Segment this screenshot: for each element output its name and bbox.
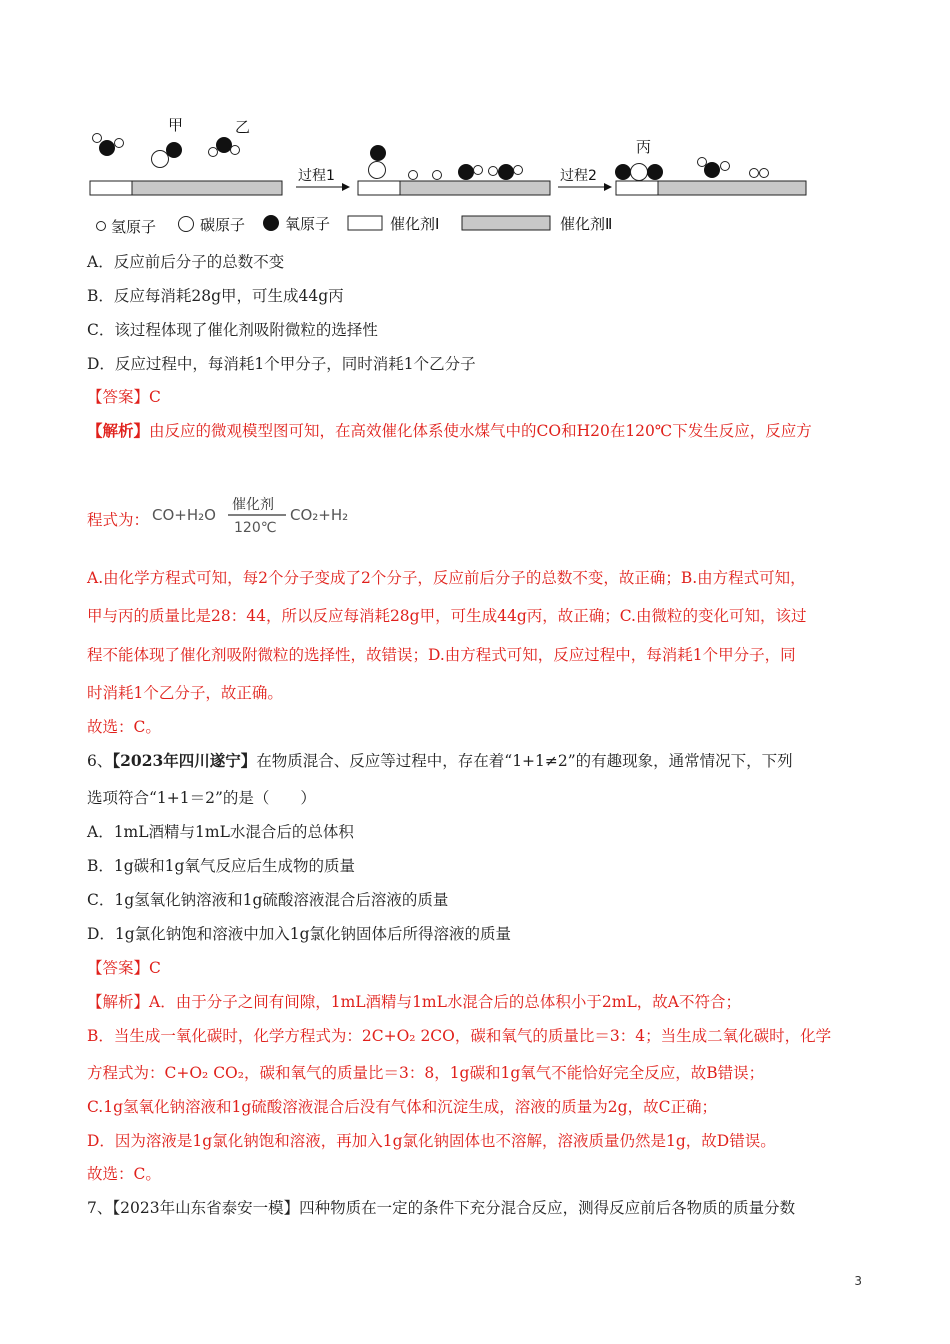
diagram-legend <box>97 215 613 236</box>
q6-option-d: D．1g氯化钠饱和溶液中加入1g氯化钠固体后所得溶液的质量 <box>87 925 511 943</box>
q6-analysis-1 <box>87 992 741 1012</box>
catalyst-strip-1 <box>90 181 282 195</box>
equation-right: CO₂+H₂ <box>290 506 349 524</box>
legend-oxygen: 氧原子 <box>285 215 331 233</box>
q7-source: 【2023年山东省泰安一模】 <box>112 1199 300 1217</box>
q7-stem-text: 四种物质在一定的条件下充分混合反应，测得反应前后各物质的质量分数 <box>299 1199 796 1217</box>
q5-answer <box>87 387 161 407</box>
page-number: 3 <box>854 1274 862 1288</box>
q6-stem-text: 在物质混合、反应等过程中，存在着“1+1≠2”的有趣现象，通常情况下，下列 <box>256 752 793 770</box>
q5-analysis-line-1 <box>87 421 812 441</box>
q5-explain-4: 时消耗1个乙分子，故正确。 <box>87 684 283 702</box>
adsorbed-oh <box>458 164 483 180</box>
process2-label: 过程2 <box>560 168 597 184</box>
chemical-equation <box>150 494 380 538</box>
oh-on-catalyst <box>698 158 730 179</box>
analysis-text: A．由于分子之间有间隙，1mL酒精与1mL水混合后的总体积小于2mL，故A不符合； <box>149 993 741 1011</box>
label-jia: 甲 <box>168 116 184 134</box>
catalyst-strip-2 <box>358 181 550 195</box>
legend-carbon: 碳原子 <box>200 216 246 234</box>
q6-analysis-4: C.1g氢氧化钠溶液和1g硫酸溶液混合后没有气体和沉淀生成，溶液的质量为2g，故C正确； <box>87 1098 717 1116</box>
answer-tag: 【答案】 <box>87 959 150 977</box>
equation-condition-bottom: 120℃ <box>234 520 277 536</box>
q6-stem-2: 选项符合“1+1＝2”的是（ ） <box>87 789 316 807</box>
legend-catalyst1: 催化剂Ⅰ <box>390 215 440 233</box>
h2o-molecule-yi <box>209 137 240 157</box>
answer-value: C <box>149 388 161 406</box>
process1-label: 过程1 <box>298 168 335 184</box>
q5-explain-1: A.由化学方程式可知，每2个分子变成了2个分子，反应前后分子的总数不变，故正确；B.由方程式可知， <box>87 569 806 587</box>
label-bing: 丙 <box>636 138 652 156</box>
label-yi: 乙 <box>235 118 251 136</box>
equation-left: CO+H₂O <box>152 506 216 524</box>
reaction-diagram <box>80 110 820 240</box>
q6-number: 6、 <box>87 752 113 770</box>
q5-option-c: C．该过程体现了催化剂吸附微粒的选择性 <box>87 321 378 339</box>
analysis-text: 由反应的微观模型图可知，在高效催化体系使水煤气中的CO和H20在120℃下发生反应，反应方 <box>149 422 812 440</box>
q7-stem <box>87 1198 795 1218</box>
q5-explain-3: 程不能体现了催化剂吸附微粒的选择性，故错误；D.由方程式可知，反应过程中，每消耗1个甲分子，同 <box>87 646 796 664</box>
q5-analysis-line-2: 程式为： <box>87 511 150 529</box>
catalyst-strip-3 <box>616 181 806 195</box>
adsorbed-oh-2 <box>498 164 523 180</box>
legend-hydrogen: 氢原子 <box>111 218 157 236</box>
equation-condition-top: 催化剂 <box>232 497 274 513</box>
q6-choice: 故选：C。 <box>87 1165 161 1183</box>
analysis-tag: 【解析】 <box>87 993 150 1011</box>
answer-value: C <box>149 959 161 977</box>
q6-option-a: A．1mL酒精与1mL水混合后的总体积 <box>87 823 354 841</box>
answer-tag: 【答案】 <box>87 388 150 406</box>
h2o-molecule-left <box>93 134 124 157</box>
q5-option-b: B．反应每消耗28g甲，可生成44g丙 <box>87 287 344 305</box>
co-molecule-jia <box>152 142 183 168</box>
q5-explain-2: 甲与丙的质量比是28：44，所以反应每消耗28g甲，可生成44g丙，故正确；C.由微粒的变化可知，该过 <box>87 607 807 625</box>
q6-analysis-5: D．因为溶液是1g氯化钠饱和溶液，再加入1g氯化钠固体也不溶解，溶液质量仍然是1g，故D错误。 <box>87 1132 776 1150</box>
adsorbed-h-3 <box>489 167 498 176</box>
q5-choice: 故选：C。 <box>87 718 161 736</box>
co2-molecule-bing <box>615 164 663 181</box>
adsorbed-h-1 <box>409 171 418 180</box>
q6-option-c: C．1g氢氧化钠溶液和1g硫酸溶液混合后溶液的质量 <box>87 891 449 909</box>
q6-source: 【2023年四川遂宁】 <box>112 751 257 770</box>
q6-analysis-2: B．当生成一氧化碳时，化学方程式为：2C+O₂ 2CO，碳和氧气的质量比＝3：4；当生成二氧化碳时，化学 <box>87 1027 832 1045</box>
q6-answer <box>87 958 161 978</box>
legend-catalyst2: 催化剂Ⅱ <box>560 215 613 233</box>
adsorbed-h-2 <box>433 171 442 180</box>
q5-option-d: D．反应过程中，每消耗1个甲分子，同时消耗1个乙分子 <box>87 355 476 373</box>
q6-option-b: B．1g碳和1g氧气反应后生成物的质量 <box>87 857 355 875</box>
h2-molecule <box>750 169 769 178</box>
adsorbed-co <box>369 145 387 179</box>
q6-stem-1 <box>87 751 793 771</box>
q5-option-a: A．反应前后分子的总数不变 <box>87 253 285 271</box>
q7-number: 7、 <box>87 1199 113 1217</box>
analysis-tag: 【解析】 <box>87 421 150 440</box>
q6-analysis-3: 方程式为：C+O₂ CO₂，碳和氧气的质量比＝3：8，1g碳和1g氧气不能恰好完全反应，故B错误； <box>87 1064 765 1082</box>
